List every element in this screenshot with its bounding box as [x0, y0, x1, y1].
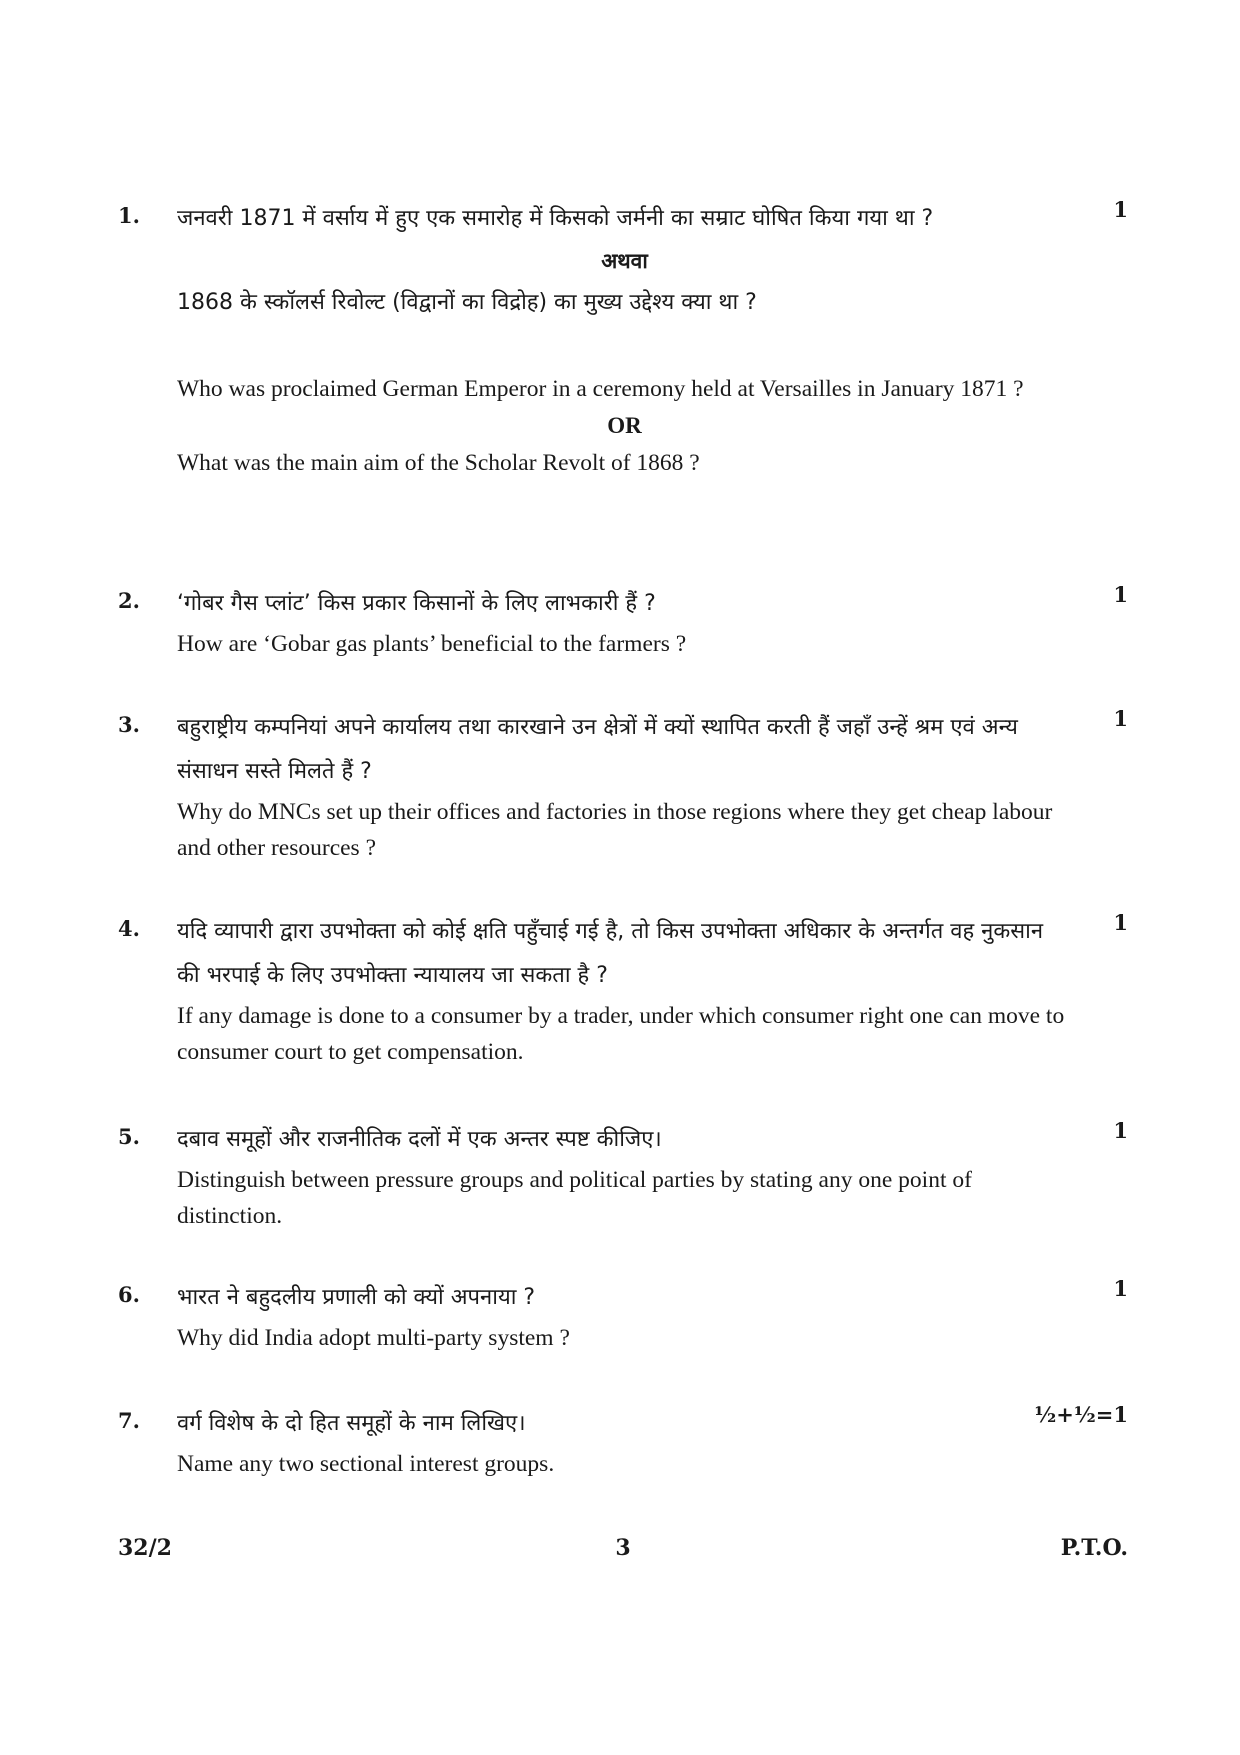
or-separator-hindi: अथवा — [601, 249, 648, 273]
question-1 — [118, 197, 1128, 481]
question-text-english: How are ‘Gobar gas plants’ beneficial to the farmers ? — [177, 631, 687, 657]
question-marks: 1 — [1113, 910, 1128, 935]
question-text-hindi: भारत ने बहुदलीय प्रणाली को क्यों अपनाया ? — [177, 1285, 536, 1310]
page-number: 3 — [615, 1535, 631, 1561]
question-text-english: Why did India adopt multi-party system ? — [177, 1325, 570, 1351]
question-6 — [118, 1276, 1128, 1356]
question-text-hindi: जनवरी 1871 में वर्साय में हुए एक समारोह में किसको जर्मनी का सम्राट घोषित किया गया था ? — [177, 206, 934, 231]
question-text-english: Who was proclaimed German Emperor in a ceremony held at Versailles in January 1871 ? — [177, 376, 1024, 402]
question-marks: ½+½=1 — [1034, 1402, 1128, 1427]
question-text-english: Name any two sectional interest groups. — [177, 1451, 555, 1477]
question-marks: 1 — [1113, 706, 1128, 731]
question-number: 5. — [118, 1124, 140, 1149]
question-3 — [118, 706, 1128, 866]
question-number: 1. — [118, 203, 140, 228]
question-text-english: Why do MNCs set up their offices and factories in those regions where they get cheap labour and other resources ? — [177, 799, 1053, 861]
question-4 — [118, 910, 1128, 1070]
question-text-hindi: ‘गोबर गैस प्लांट’ किस प्रकार किसानों के लिए लाभकारी हैं ? — [177, 591, 656, 616]
question-text-english: Distinguish between pressure groups and political parties by stating any one point of distinction. — [177, 1167, 972, 1229]
please-turn-over: P.T.O. — [1060, 1535, 1128, 1561]
question-text-hindi: दबाव समूहों और राजनीतिक दलों में एक अन्तर स्पष्ट कीजिए। — [177, 1127, 662, 1152]
question-text-english: If any damage is done to a consumer by a trader, under which consumer right one can move to consumer court to get compensation. — [177, 1003, 1065, 1065]
question-alt-text-english: What was the main aim of the Scholar Revolt of 1868 ? — [177, 450, 700, 476]
question-number: 3. — [118, 712, 140, 737]
question-marks: 1 — [1113, 1118, 1128, 1143]
question-number: 6. — [118, 1282, 140, 1307]
question-number: 2. — [118, 588, 140, 613]
question-alt-text-hindi: 1868 के स्कॉलर्स रिवोल्ट (विद्वानों का विद्रोह) का मुख्य उद्देश्य क्या था ? — [177, 290, 757, 315]
question-number: 4. — [118, 916, 140, 941]
question-marks: 1 — [1113, 197, 1128, 222]
question-marks: 1 — [1113, 582, 1128, 607]
question-5 — [118, 1118, 1128, 1234]
or-separator-english: OR — [607, 413, 642, 438]
paper-code: 32/2 — [118, 1535, 172, 1561]
question-text-hindi: बहुराष्ट्रीय कम्पनियां अपने कार्यालय तथा कारखाने उन क्षेत्रों में क्यों स्थापित करती हैं जहाँ उन्हें श्रम एवं अन्य संसाधन सस्ते मिलते हैं ? — [177, 715, 1018, 784]
question-text-hindi: वर्ग विशेष के दो हित समूहों के नाम लिखिए। — [177, 1411, 526, 1436]
question-text-hindi: यदि व्यापारी द्वारा उपभोक्ता को कोई क्षति पहुँचाई गई है, तो किस उपभोक्ता अधिकार के अन्तर्गत वह नुकसान की भरपाई के लिए उपभोक्ता न्यायालय जा सकता है ? — [177, 919, 1044, 988]
question-2 — [118, 582, 1128, 662]
question-7 — [118, 1402, 1128, 1482]
question-number: 7. — [118, 1408, 140, 1433]
question-marks: 1 — [1113, 1276, 1128, 1301]
